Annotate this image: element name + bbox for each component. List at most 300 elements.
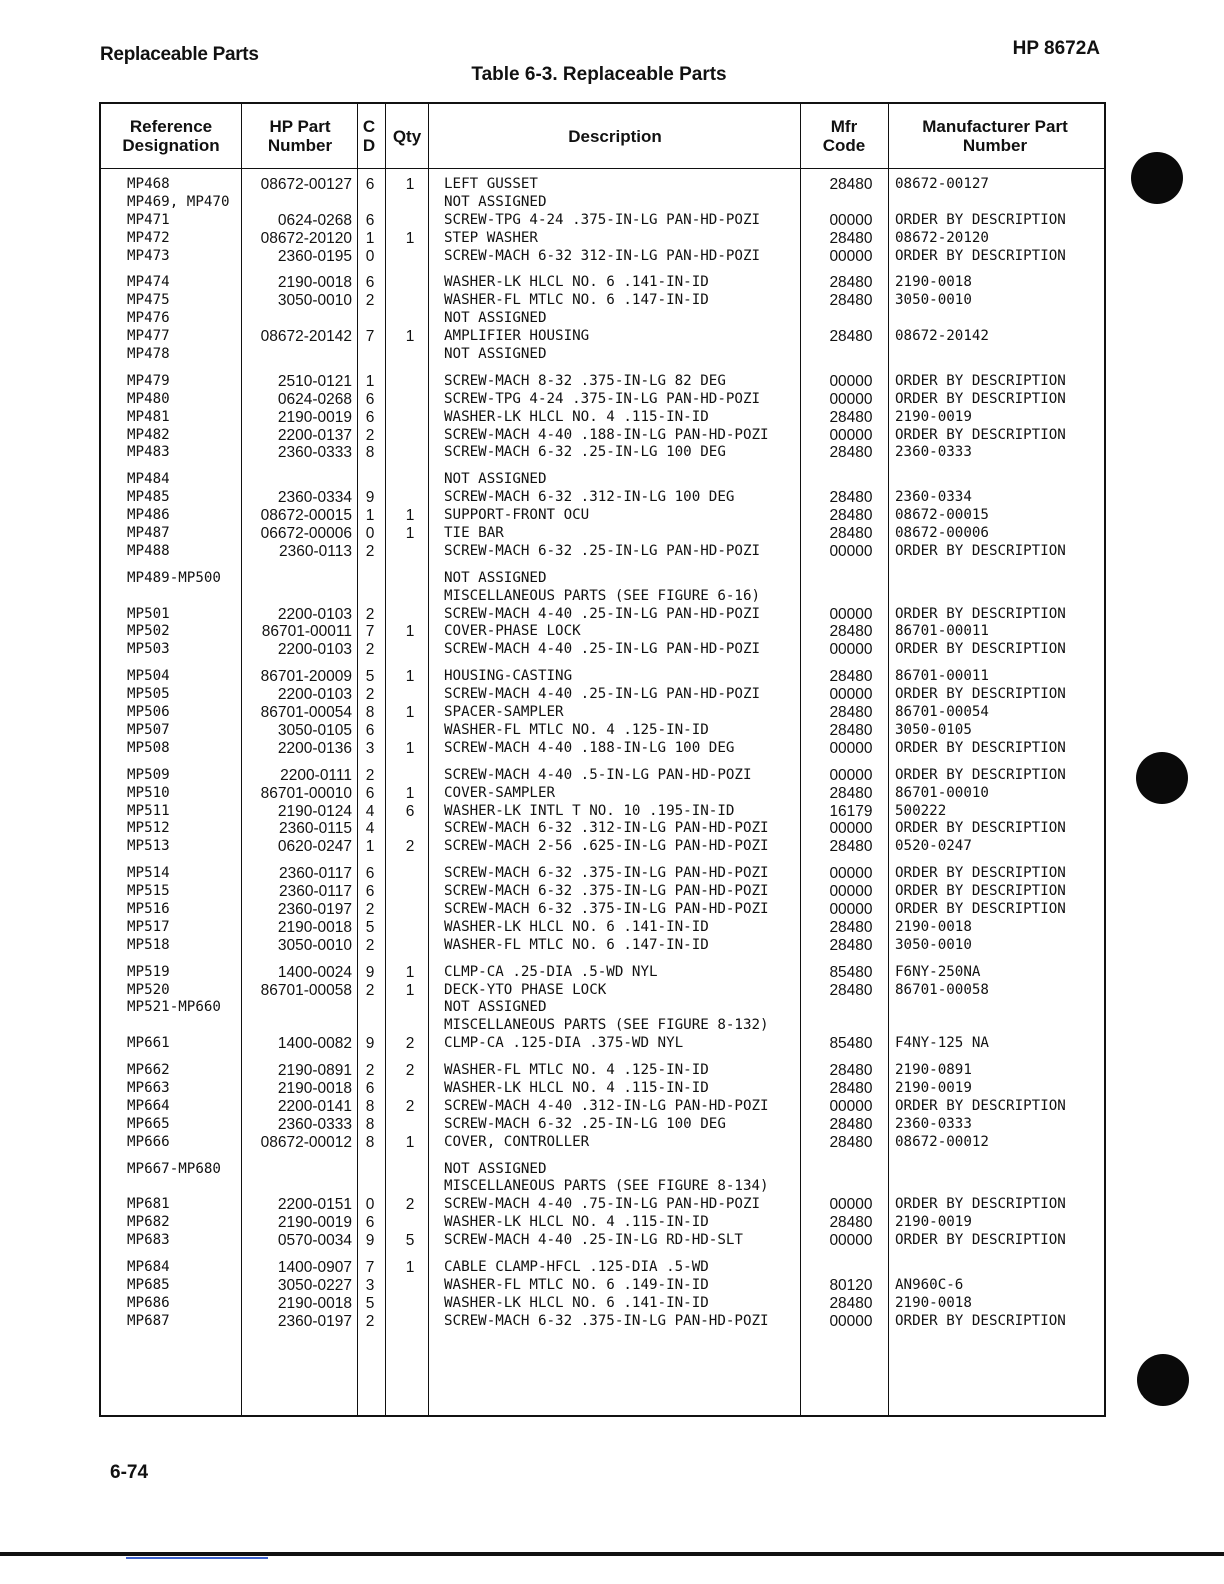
mfr-part-number-cell: ORDER BY DESCRIPTION: [895, 605, 1066, 622]
description-cell: COVER-SAMPLER: [444, 784, 556, 801]
table-row: [99, 1035, 1106, 1053]
hp-part-number-cell: 2360-0117: [279, 865, 352, 883]
quantity-cell: 6: [405, 802, 415, 820]
table-row: [99, 937, 1106, 955]
description-cell: COVER, CONTROLLER: [444, 1133, 590, 1150]
mfr-part-number-cell: 86701-00010: [895, 784, 989, 801]
check-digit-cell: 2: [365, 900, 375, 918]
mfr-part-number-cell: ORDER BY DESCRIPTION: [895, 426, 1066, 443]
table-row: [99, 704, 1106, 722]
check-digit-cell: 5: [365, 918, 375, 936]
hp-part-number-cell: 2200-0103: [277, 686, 352, 704]
description-cell: CLMP-CA .25-DIA .5-WD NYL: [444, 963, 658, 980]
table-row: [99, 588, 1106, 606]
check-digit-cell: 1: [365, 229, 375, 247]
description-cell: SCREW-MACH 4-40 .25-IN-LG PAN-HD-POZI: [444, 605, 761, 622]
hp-part-number-cell: 2360-0115: [279, 820, 352, 838]
check-digit-cell: 9: [365, 1035, 375, 1053]
mfr-code-cell: 00000: [829, 1312, 873, 1330]
check-digit-cell: 9: [365, 489, 375, 507]
mfr-part-number-cell: ORDER BY DESCRIPTION: [895, 739, 1066, 756]
description-cell: NOT ASSIGNED: [444, 999, 547, 1016]
hp-part-number-cell: 2360-0113: [279, 542, 352, 560]
description-cell: WASHER-FL MTLC NO. 6 .149-IN-ID: [444, 1276, 709, 1293]
ref-designation-cell: MP511: [127, 802, 170, 819]
description-cell: SCREW-MACH 6-32 .312-IN-LG 100 DEG: [444, 489, 735, 506]
mfr-code-cell: 00000: [829, 865, 873, 883]
hp-part-number-cell: 2200-0103: [277, 641, 352, 659]
description-cell: NOT ASSIGNED: [444, 193, 547, 210]
check-digit-cell: 6: [365, 211, 375, 229]
mfr-code-cell: 00000: [829, 247, 873, 265]
mfr-part-number-cell: ORDER BY DESCRIPTION: [895, 247, 1066, 264]
mfr-part-number-cell: ORDER BY DESCRIPTION: [895, 883, 1066, 900]
ref-designation-cell: MP486: [127, 507, 170, 524]
ref-designation-cell: MP521-MP660: [127, 999, 221, 1016]
description-cell: SCREW-MACH 4-40 .5-IN-LG PAN-HD-POZI: [444, 766, 752, 783]
mfr-part-number-cell: 08672-00015: [895, 507, 989, 524]
table-row: [99, 1232, 1106, 1250]
check-digit-cell: 3: [365, 1276, 375, 1294]
mfr-code-cell: 28480: [829, 229, 873, 247]
ref-designation-cell: MP477: [127, 328, 170, 345]
hp-part-number-cell: 86701-00058: [260, 981, 352, 999]
mfr-part-number-cell: 2190-0018: [895, 918, 972, 935]
hp-part-number-cell: 2360-0117: [279, 883, 352, 901]
table-row: [99, 570, 1106, 588]
mfr-code-cell: 28480: [829, 525, 873, 543]
check-digit-cell: 6: [365, 1214, 375, 1232]
ref-designation-cell: MP663: [127, 1079, 170, 1096]
check-digit-cell: 2: [365, 292, 375, 310]
mfr-code-cell: 28480: [829, 1294, 873, 1312]
ref-designation-cell: MP518: [127, 936, 170, 953]
quantity-cell: 1: [405, 704, 415, 722]
mfr-part-number-cell: ORDER BY DESCRIPTION: [895, 1196, 1066, 1213]
ref-designation-cell: MP478: [127, 346, 170, 363]
check-digit-cell: 2: [365, 936, 375, 954]
table-row: [99, 1259, 1106, 1277]
col-header-mfr: Mfr Code: [822, 117, 866, 155]
quantity-cell: 1: [405, 668, 415, 686]
description-cell: WASHER-LK INTL T NO. 10 .195-IN-ID: [444, 802, 735, 819]
description-cell: WASHER-FL MTLC NO. 6 .147-IN-ID: [444, 936, 709, 953]
description-cell: WASHER-LK HLCL NO. 4 .115-IN-ID: [444, 408, 709, 425]
mfr-code-cell: 28480: [829, 408, 873, 426]
check-digit-cell: 7: [365, 328, 375, 346]
check-digit-cell: 4: [365, 820, 375, 838]
mfr-code-cell: 28480: [829, 1115, 873, 1133]
description-cell: SCREW-MACH 6-32 312-IN-LG PAN-HD-POZI: [444, 247, 761, 264]
ref-designation-cell: MP469, MP470: [127, 193, 230, 210]
mfr-code-cell: 00000: [829, 372, 873, 390]
mfr-part-number-cell: 0520-0247: [895, 838, 972, 855]
check-digit-cell: 2: [365, 981, 375, 999]
table-row: [99, 1017, 1106, 1035]
mfr-code-cell: 28480: [829, 838, 873, 856]
hp-part-number-cell: 2360-0333: [277, 1115, 352, 1133]
description-cell: SCREW-MACH 6-32 .375-IN-LG PAN-HD-POZI: [444, 883, 769, 900]
ref-designation-cell: MP471: [127, 211, 170, 228]
mfr-part-number-cell: 08672-20120: [895, 229, 989, 246]
check-digit-cell: 8: [365, 704, 375, 722]
quantity-cell: 1: [405, 328, 415, 346]
table-row: [99, 427, 1106, 445]
hp-part-number-cell: 1400-0907: [277, 1258, 352, 1276]
description-cell: NOT ASSIGNED: [444, 471, 547, 488]
mfr-part-number-cell: 2360-0333: [895, 444, 972, 461]
description-cell: SCREW-MACH 4-40 .75-IN-LG PAN-HD-POZI: [444, 1196, 761, 1213]
hp-part-number-cell: 2360-0334: [277, 489, 352, 507]
table-row: [99, 292, 1106, 310]
table-row: [99, 623, 1106, 641]
ref-designation-cell: MP519: [127, 963, 170, 980]
description-cell: WASHER-LK HLCL NO. 4 .115-IN-ID: [444, 1214, 709, 1231]
hp-part-number-cell: 0624-0268: [277, 211, 352, 229]
description-cell: WASHER-LK HLCL NO. 6 .141-IN-ID: [444, 1294, 709, 1311]
mfr-part-number-cell: 3050-0010: [895, 292, 972, 309]
mfr-part-number-cell: 86701-00011: [895, 623, 989, 640]
model-number: HP 8672A: [1012, 38, 1100, 59]
description-cell: DECK-YTO PHASE LOCK: [444, 981, 607, 998]
description-cell: WASHER-FL MTLC NO. 4 .125-IN-ID: [444, 721, 709, 738]
quantity-cell: 1: [405, 525, 415, 543]
check-digit-cell: 2: [365, 766, 375, 784]
hp-part-number-cell: 2190-0018: [277, 1294, 352, 1312]
section-title: Replaceable Parts: [100, 44, 259, 65]
mfr-code-cell: 28480: [829, 981, 873, 999]
ref-designation-cell: MP682: [127, 1214, 170, 1231]
mfr-code-cell: 80120: [829, 1276, 873, 1294]
mfr-part-number-cell: 86701-00011: [895, 668, 989, 685]
description-cell: SCREW-MACH 6-32 .375-IN-LG PAN-HD-POZI: [444, 1312, 769, 1329]
ref-designation-cell: MP507: [127, 721, 170, 738]
mfr-part-number-cell: ORDER BY DESCRIPTION: [895, 1312, 1066, 1329]
hp-part-number-cell: 2510-0121: [277, 372, 352, 390]
check-digit-cell: 9: [365, 963, 375, 981]
ref-designation-cell: MP502: [127, 623, 170, 640]
ref-designation-cell: MP514: [127, 865, 170, 882]
mfr-code-cell: 28480: [829, 623, 873, 641]
mfr-part-number-cell: ORDER BY DESCRIPTION: [895, 542, 1066, 559]
table-row: [99, 767, 1106, 785]
page-number: 6-74: [110, 1462, 149, 1483]
hp-part-number-cell: 1400-0024: [277, 963, 352, 981]
table-row: [99, 1277, 1106, 1295]
quantity-cell: 1: [405, 1133, 415, 1151]
table-row: [99, 964, 1106, 982]
table-row: [99, 838, 1106, 856]
quantity-cell: 2: [405, 1062, 415, 1080]
quantity-cell: 1: [405, 1258, 415, 1276]
mfr-part-number-cell: F4NY-125 NA: [895, 1035, 989, 1052]
ref-designation-cell: MP666: [127, 1133, 170, 1150]
table-row: [99, 999, 1106, 1017]
check-digit-cell: 1: [365, 838, 375, 856]
description-cell: LEFT GUSSET: [444, 176, 538, 192]
ref-designation-cell: MP468: [127, 176, 170, 192]
table-row: [99, 212, 1106, 230]
table-row: [99, 525, 1106, 543]
quantity-cell: 1: [405, 229, 415, 247]
mfr-code-cell: 28480: [829, 721, 873, 739]
check-digit-cell: 6: [365, 408, 375, 426]
quantity-cell: 1: [405, 784, 415, 802]
ref-designation-cell: MP662: [127, 1062, 170, 1079]
mfr-part-number-cell: ORDER BY DESCRIPTION: [895, 1097, 1066, 1114]
quantity-cell: 1: [405, 981, 415, 999]
hp-part-number-cell: 3050-0227: [277, 1276, 352, 1294]
ref-designation-cell: MP479: [127, 372, 170, 389]
description-cell: SCREW-MACH 4-40 .312-IN-LG PAN-HD-POZI: [444, 1097, 769, 1114]
description-cell: NOT ASSIGNED: [444, 1160, 547, 1177]
description-cell: NOT ASSIGNED: [444, 569, 547, 586]
mfr-part-number-cell: ORDER BY DESCRIPTION: [895, 372, 1066, 389]
mfr-code-cell: 00000: [829, 686, 873, 704]
check-digit-cell: 0: [365, 1196, 375, 1214]
mfr-part-number-cell: 86701-00054: [895, 704, 989, 721]
mfr-code-cell: 28480: [829, 489, 873, 507]
table-row: [99, 686, 1106, 704]
col-header-part: HP Part Number: [267, 117, 333, 155]
table-row: [99, 1098, 1106, 1116]
check-digit-cell: 6: [365, 784, 375, 802]
ref-designation-cell: MP506: [127, 704, 170, 721]
description-cell: COVER-PHASE LOCK: [444, 623, 581, 640]
hp-part-number-cell: 2360-0195: [277, 247, 352, 265]
description-cell: WASHER-FL MTLC NO. 4 .125-IN-ID: [444, 1062, 709, 1079]
mfr-code-cell: 00000: [829, 211, 873, 229]
check-digit-cell: 2: [365, 1062, 375, 1080]
description-cell: SCREW-MACH 6-32 .25-IN-LG 100 DEG: [444, 1115, 726, 1132]
hp-part-number-cell: 2200-0136: [277, 739, 352, 757]
mfr-part-number-cell: ORDER BY DESCRIPTION: [895, 865, 1066, 882]
check-digit-cell: 1: [365, 507, 375, 525]
mfr-code-cell: 00000: [829, 426, 873, 444]
ref-designation-cell: MP509: [127, 766, 170, 783]
table-row: [99, 820, 1106, 838]
table-row: [99, 919, 1106, 937]
mfr-code-cell: 28480: [829, 918, 873, 936]
description-cell: WASHER-LK HLCL NO. 6 .141-IN-ID: [444, 274, 709, 291]
table-row: [99, 409, 1106, 427]
mfr-code-cell: 00000: [829, 390, 873, 408]
description-cell: WASHER-LK HLCL NO. 4 .115-IN-ID: [444, 1079, 709, 1096]
hp-part-number-cell: 08672-20120: [260, 229, 352, 247]
mfr-code-cell: 00000: [829, 605, 873, 623]
mfr-code-cell: 00000: [829, 820, 873, 838]
mfr-part-number-cell: 3050-0105: [895, 721, 972, 738]
mfr-code-cell: 00000: [829, 1196, 873, 1214]
check-digit-cell: 2: [365, 686, 375, 704]
check-digit-cell: 6: [365, 390, 375, 408]
ref-designation-cell: MP483: [127, 444, 170, 461]
check-digit-cell: 1: [365, 372, 375, 390]
description-cell: SCREW-MACH 4-40 .25-IN-LG PAN-HD-POZI: [444, 686, 761, 703]
hp-part-number-cell: 2190-0019: [277, 1214, 352, 1232]
quantity-cell: 1: [405, 623, 415, 641]
ref-designation-cell: MP489-MP500: [127, 569, 221, 586]
mfr-part-number-cell: 08672-20142: [895, 328, 989, 345]
ref-designation-cell: MP510: [127, 784, 170, 801]
description-cell: MISCELLANEOUS PARTS (SEE FIGURE 6-16): [444, 587, 761, 604]
mfr-code-cell: 28480: [829, 936, 873, 954]
table-row: [99, 346, 1106, 364]
hp-part-number-cell: 2200-0103: [277, 605, 352, 623]
mfr-part-number-cell: F6NY-250NA: [895, 963, 981, 980]
description-cell: WASHER-FL MTLC NO. 6 .147-IN-ID: [444, 292, 709, 309]
description-cell: SCREW-MACH 4-40 .25-IN-LG RD-HD-SLT: [444, 1232, 743, 1249]
mfr-part-number-cell: ORDER BY DESCRIPTION: [895, 390, 1066, 407]
table-row: [99, 1214, 1106, 1232]
hp-part-number-cell: 86701-00010: [260, 784, 352, 802]
ref-designation-cell: MP683: [127, 1232, 170, 1249]
ref-designation-cell: MP516: [127, 900, 170, 917]
ref-designation-cell: MP501: [127, 605, 170, 622]
quantity-cell: 5: [405, 1232, 415, 1250]
ref-designation-cell: MP684: [127, 1258, 170, 1275]
header-divider: [99, 168, 1106, 169]
quantity-cell: 2: [405, 1097, 415, 1115]
mfr-code-cell: 00000: [829, 739, 873, 757]
check-digit-cell: 6: [365, 721, 375, 739]
check-digit-cell: 3: [365, 739, 375, 757]
description-cell: SCREW-MACH 6-32 .25-IN-LG PAN-HD-POZI: [444, 542, 761, 559]
table-row: [99, 543, 1106, 561]
quantity-cell: 1: [405, 963, 415, 981]
table-row: [99, 471, 1106, 489]
ref-designation-cell: MP476: [127, 310, 170, 327]
table-row: [99, 1295, 1106, 1313]
hp-part-number-cell: 2190-0018: [277, 918, 352, 936]
table-row: [99, 785, 1106, 803]
mfr-part-number-cell: ORDER BY DESCRIPTION: [895, 900, 1066, 917]
table-row: [99, 1080, 1106, 1098]
description-cell: NOT ASSIGNED: [444, 346, 547, 363]
check-digit-cell: 2: [365, 542, 375, 560]
mfr-part-number-cell: 2190-0018: [895, 274, 972, 291]
description-cell: NOT ASSIGNED: [444, 310, 547, 327]
ref-designation-cell: MP513: [127, 838, 170, 855]
table-row: [99, 982, 1106, 1000]
ref-designation-cell: MP508: [127, 739, 170, 756]
description-cell: MISCELLANEOUS PARTS (SEE FIGURE 8-132): [444, 1017, 769, 1034]
check-digit-cell: 2: [365, 426, 375, 444]
table-row: [99, 194, 1106, 212]
check-digit-cell: 2: [365, 1312, 375, 1330]
hp-part-number-cell: 2200-0137: [277, 426, 352, 444]
hp-part-number-cell: 2200-0151: [277, 1196, 352, 1214]
description-cell: SCREW-MACH 6-32 .375-IN-LG PAN-HD-POZI: [444, 900, 769, 917]
mfr-part-number-cell: 08672-00127: [895, 176, 989, 192]
description-cell: SCREW-TPG 4-24 .375-IN-LG PAN-HD-POZI: [444, 211, 761, 228]
ref-designation-cell: MP481: [127, 408, 170, 425]
hp-part-number-cell: 2190-0019: [277, 408, 352, 426]
check-digit-cell: 6: [365, 176, 375, 193]
mfr-part-number-cell: 2190-0019: [895, 1079, 972, 1096]
hp-part-number-cell: 2360-0197: [277, 900, 352, 918]
ref-designation-cell: MP503: [127, 641, 170, 658]
check-digit-cell: 9: [365, 1232, 375, 1250]
mfr-code-cell: 00000: [829, 1232, 873, 1250]
table-row: [99, 328, 1106, 346]
mfr-part-number-cell: 2190-0019: [895, 1214, 972, 1231]
mfr-part-number-cell: ORDER BY DESCRIPTION: [895, 820, 1066, 837]
quantity-cell: 2: [405, 838, 415, 856]
check-digit-cell: 5: [365, 668, 375, 686]
ref-designation-cell: MP488: [127, 542, 170, 559]
description-cell: STEP WASHER: [444, 229, 538, 246]
bottom-rule: [0, 1552, 1224, 1556]
table-row: [99, 310, 1106, 328]
table-row: [99, 668, 1106, 686]
check-digit-cell: 4: [365, 802, 375, 820]
hp-part-number-cell: 3050-0105: [277, 721, 352, 739]
parts-table-body: [99, 176, 1106, 1331]
hp-part-number-cell: 3050-0010: [277, 292, 352, 310]
description-cell: SCREW-MACH 6-32 .25-IN-LG 100 DEG: [444, 444, 726, 461]
check-digit-cell: 6: [365, 883, 375, 901]
description-cell: SCREW-MACH 2-56 .625-IN-LG PAN-HD-POZI: [444, 838, 769, 855]
description-cell: SCREW-MACH 6-32 .312-IN-LG PAN-HD-POZI: [444, 820, 769, 837]
col-header-qty: Qty: [392, 126, 422, 146]
col-header-ref: Reference Designation: [122, 117, 220, 155]
table-row: [99, 373, 1106, 391]
mfr-part-number-cell: 2360-0333: [895, 1115, 972, 1132]
punch-hole: [1136, 752, 1188, 804]
mfr-code-cell: 28480: [829, 328, 873, 346]
mfr-code-cell: 28480: [829, 668, 873, 686]
description-cell: CABLE CLAMP-HFCL .125-DIA .5-WD: [444, 1258, 709, 1275]
mfr-code-cell: 28480: [829, 176, 873, 193]
punch-hole: [1137, 1354, 1189, 1406]
ref-designation-cell: MP686: [127, 1294, 170, 1311]
mfr-part-number-cell: ORDER BY DESCRIPTION: [895, 1232, 1066, 1249]
table-row: [99, 1196, 1106, 1214]
mfr-code-cell: 28480: [829, 1062, 873, 1080]
mfr-part-number-cell: 2190-0018: [895, 1294, 972, 1311]
description-cell: HOUSING-CASTING: [444, 668, 573, 685]
ref-designation-cell: MP475: [127, 292, 170, 309]
table-row: [99, 865, 1106, 883]
mfr-part-number-cell: ORDER BY DESCRIPTION: [895, 641, 1066, 658]
mfr-code-cell: 00000: [829, 641, 873, 659]
quantity-cell: 2: [405, 1196, 415, 1214]
ref-designation-cell: MP474: [127, 274, 170, 291]
ref-designation-cell: MP472: [127, 229, 170, 246]
mfr-code-cell: 28480: [829, 444, 873, 462]
table-row: [99, 1178, 1106, 1196]
col-header-cd: C D: [362, 117, 376, 155]
check-digit-cell: 7: [365, 623, 375, 641]
ref-designation-cell: MP685: [127, 1276, 170, 1293]
table-row: [99, 1161, 1106, 1179]
check-digit-cell: 5: [365, 1294, 375, 1312]
mfr-code-cell: 28480: [829, 292, 873, 310]
description-cell: WASHER-LK HLCL NO. 6 .141-IN-ID: [444, 918, 709, 935]
mfr-part-number-cell: 08672-00012: [895, 1133, 989, 1150]
table-row: [99, 740, 1106, 758]
table-title: Table 6-3. Replaceable Parts: [471, 64, 727, 85]
mfr-part-number-cell: 86701-00058: [895, 981, 989, 998]
ref-designation-cell: MP485: [127, 489, 170, 506]
description-cell: SCREW-MACH 4-40 .188-IN-LG 100 DEG: [444, 739, 735, 756]
hp-part-number-cell: 2360-0333: [277, 444, 352, 462]
mfr-part-number-cell: 3050-0010: [895, 936, 972, 953]
table-row: [99, 444, 1106, 462]
ref-designation-cell: MP505: [127, 686, 170, 703]
mfr-code-cell: 28480: [829, 507, 873, 525]
